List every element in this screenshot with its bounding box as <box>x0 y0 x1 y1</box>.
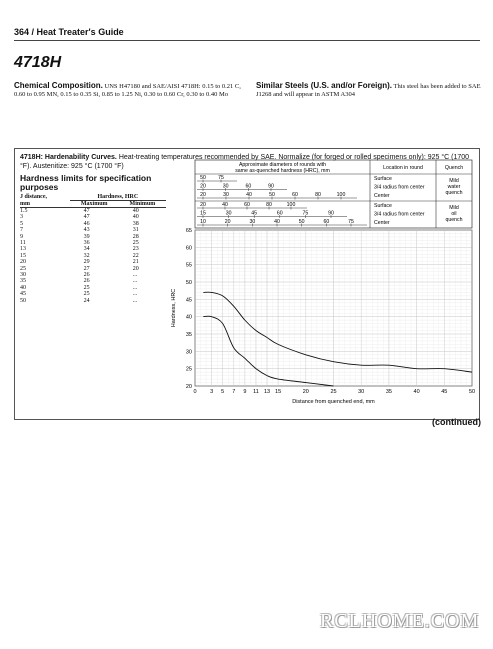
similar-steels-lead: Similar Steels (U.S. and/or Foreign). <box>256 81 393 90</box>
hardenability-caption-text: Heat-treating temperatures recommended by SAE. Normalize (for forged or rolled specimens only): 925 °C (1700 °F). Austenitize: 925 °C (1700 °F) <box>20 154 470 170</box>
max-hardness-cell: 26 <box>83 272 90 279</box>
j-distance-cell: 9 <box>20 233 23 240</box>
oil-row-location: Surface <box>374 203 392 209</box>
water-row-tick-label: 100 <box>336 191 346 198</box>
water-row-tick-label: 20 <box>200 183 206 190</box>
y-tick-label: 40 <box>185 314 192 321</box>
col-hardness-hrc: Hardness, HRC <box>70 194 166 201</box>
max-hardness-cell: 36 <box>83 240 90 247</box>
water-quench-label: water <box>447 184 461 190</box>
chart-header-grid <box>195 160 472 228</box>
max-hardness-cell: 39 <box>83 233 90 240</box>
water-row-tick-label: 90 <box>268 183 274 190</box>
oil-row-tick-label: 50 <box>298 218 305 225</box>
max-hardness-cell: 43 <box>83 227 90 234</box>
oil-row-tick-label: 30 <box>225 210 232 217</box>
water-row-tick-label: 50 <box>269 191 275 198</box>
water-row-tick-label: 30 <box>223 191 229 198</box>
max-hardness-cell: 26 <box>83 278 90 285</box>
x-tick-label: 13 <box>263 389 271 395</box>
min-hardness-cell: 28 <box>132 233 139 240</box>
similar-steels <box>256 82 484 99</box>
min-hardness-cell: ... <box>132 272 138 279</box>
header-rule <box>14 40 480 41</box>
min-hardness-cell: 40 <box>132 208 139 214</box>
watermark: RCLHOME.COM <box>320 610 480 632</box>
max-hardness-cell: 46 <box>83 220 90 227</box>
hardness-limits-body <box>20 208 166 305</box>
approx-title-line1: Approximate diameters of rounds with <box>238 162 327 168</box>
x-tick-label: 7 <box>232 389 236 395</box>
max-hardness-curve <box>203 292 472 372</box>
min-hardness-cell: 38 <box>132 220 139 227</box>
min-hardness-cell: 40 <box>132 214 139 221</box>
max-hardness-cell: 34 <box>83 246 90 253</box>
x-tick-label: 11 <box>253 389 259 395</box>
oil-quench-label: Mild <box>449 205 459 211</box>
x-axis-label: Distance from quenched end, mm <box>292 399 375 405</box>
col-j-unit: mm <box>20 200 30 207</box>
min-hardness-cell: 31 <box>132 227 139 234</box>
oil-row-tick-label: 40 <box>222 201 228 208</box>
j-distance-cell: 3 <box>20 214 23 221</box>
water-row-tick-label: 30 <box>222 183 229 190</box>
j-distance-cell: 11 <box>20 240 26 247</box>
x-tick-label: 40 <box>413 389 420 395</box>
max-hardness-cell: 24 <box>83 297 90 304</box>
chemical-composition-text: UNS H47180 and SAE/AISI 4718H: 0.15 to 0.21 C, 0.60 to 0.95 MN, 0.15 to 0.35 Si, 0.85 to 1.25 Ni, 0.30 to 0.60 Cr, 0.30 to 0.40 Mo <box>14 83 241 98</box>
continued-note: (continued) <box>432 417 481 427</box>
min-hardness-cell: 23 <box>132 246 139 253</box>
table-row <box>20 208 166 215</box>
y-tick-label: 30 <box>185 349 192 356</box>
x-tick-label: 5 <box>221 389 225 395</box>
max-hardness-cell: 25 <box>83 284 90 291</box>
hardness-limits-title: Hardness limits for specification purposes <box>20 173 152 192</box>
x-tick-label: 3 <box>210 389 214 395</box>
max-hardness-cell: 47 <box>83 208 90 214</box>
approx-title-line2: same as-quenched hardness (HRC), mm <box>235 168 330 174</box>
col-j-distance: J distance, <box>20 194 47 201</box>
min-hardness-cell: 20 <box>132 265 139 272</box>
water-row-tick-label: 60 <box>245 183 252 190</box>
oil-row-location: Center <box>374 220 390 226</box>
max-hardness-cell: 25 <box>83 291 90 298</box>
j-distance-cell: 1.5 <box>20 208 28 214</box>
x-tick-label: 30 <box>358 389 365 395</box>
x-tick-label: 35 <box>385 389 392 395</box>
water-row-location: Center <box>374 193 390 199</box>
location-header: Location in round <box>383 165 423 171</box>
max-hardness-cell: 29 <box>83 259 90 266</box>
col-minimum: Minimum <box>129 201 156 207</box>
oil-row-tick-label: 60 <box>244 201 250 208</box>
x-tick-label: 0 <box>193 389 197 395</box>
page-header: 364 / Heat Treater's Guide <box>14 27 124 37</box>
col-maximum: Maximum <box>80 201 108 207</box>
water-row-tick-label: 75 <box>218 174 224 181</box>
oil-row-tick-label: 45 <box>251 210 258 217</box>
oil-row-location: 3/4 radius from center <box>374 211 425 218</box>
oil-row-tick-label: 80 <box>266 201 272 208</box>
y-tick-label: 65 <box>185 228 192 234</box>
j-distance-cell: 13 <box>20 246 26 253</box>
min-hardness-cell: ... <box>132 291 138 298</box>
chemical-composition-lead: Chemical Composition. <box>14 81 103 90</box>
oil-row-tick-label: 75 <box>302 210 309 217</box>
oil-row-tick-label: 20 <box>224 218 231 225</box>
hardness-limits-table <box>20 194 166 304</box>
y-axis-label: Hardness, HRC <box>171 288 177 328</box>
water-row-tick-label: 50 <box>200 174 206 181</box>
j-distance-cell: 40 <box>20 284 26 291</box>
x-tick-label: 45 <box>441 389 448 395</box>
x-tick-label: 20 <box>302 389 309 395</box>
quench-header: Quench <box>444 165 464 171</box>
y-tick-label: 55 <box>185 262 192 269</box>
oil-row-tick-label: 75 <box>348 218 354 225</box>
y-tick-label: 35 <box>185 332 192 338</box>
water-quench-label: quench <box>445 190 463 196</box>
j-distance-cell: 7 <box>20 227 23 234</box>
oil-row-tick-label: 90 <box>328 210 334 217</box>
min-hardness-cell: 22 <box>132 252 139 259</box>
max-hardness-cell: 27 <box>83 265 90 272</box>
j-distance-cell: 30 <box>20 272 26 279</box>
oil-quench-label: quench <box>445 217 463 223</box>
water-row-location: 3/4 radius from center <box>374 184 425 191</box>
x-tick-label: 9 <box>243 389 247 395</box>
hardenability-chart <box>160 156 478 410</box>
y-tick-label: 50 <box>185 280 192 286</box>
water-row-location: Surface <box>374 176 392 182</box>
j-distance-cell: 15 <box>20 252 26 259</box>
oil-row-tick-label: 20 <box>200 201 206 208</box>
chemical-composition <box>14 82 249 99</box>
j-distance-cell: 50 <box>20 297 26 304</box>
water-row-tick-label: 20 <box>200 191 206 198</box>
water-row-tick-label: 40 <box>246 191 252 198</box>
water-row-tick-label: 60 <box>292 191 298 198</box>
chart-plot-area <box>171 228 475 405</box>
y-tick-label: 20 <box>185 384 192 390</box>
water-row-tick-label: 80 <box>315 191 321 198</box>
min-hardness-cell: 21 <box>132 259 139 266</box>
oil-row-tick-label: 100 <box>286 201 296 208</box>
max-hardness-cell: 47 <box>83 214 90 221</box>
oil-row-tick-label: 10 <box>200 218 206 225</box>
x-tick-label: 25 <box>330 389 337 395</box>
oil-row-tick-label: 40 <box>274 218 280 225</box>
j-distance-cell: 20 <box>20 259 26 266</box>
min-hardness-cell: ... <box>132 278 138 285</box>
oil-quench-label: oil <box>451 211 457 217</box>
min-hardness-cell: 25 <box>132 240 139 247</box>
x-tick-label: 15 <box>275 389 282 395</box>
j-distance-cell: 5 <box>20 220 23 227</box>
min-hardness-cell: ... <box>132 297 138 304</box>
x-tick-label: 50 <box>468 389 476 395</box>
min-hardness-cell: ... <box>132 284 138 291</box>
water-quench-label: Mild <box>449 178 459 184</box>
part-title: 4718H <box>14 54 62 71</box>
y-tick-label: 45 <box>185 297 192 304</box>
j-distance-cell: 25 <box>20 265 26 272</box>
oil-row-tick-label: 60 <box>323 218 330 225</box>
y-tick-label: 25 <box>185 366 192 373</box>
oil-row-tick-label: 15 <box>200 210 206 217</box>
similar-steels-text: This steel has been added to SAE J1268 and will appear in ASTM A304 <box>256 83 481 98</box>
j-distance-cell: 45 <box>20 291 26 298</box>
j-distance-cell: 35 <box>20 278 26 285</box>
oil-row-tick-label: 60 <box>276 210 283 217</box>
oil-row-tick-label: 30 <box>249 218 256 225</box>
max-hardness-cell: 32 <box>83 252 90 259</box>
hardenability-caption-lead: 4718H: Hardenability Curves. <box>20 154 117 161</box>
table-row <box>20 298 166 304</box>
y-tick-label: 60 <box>185 245 192 252</box>
